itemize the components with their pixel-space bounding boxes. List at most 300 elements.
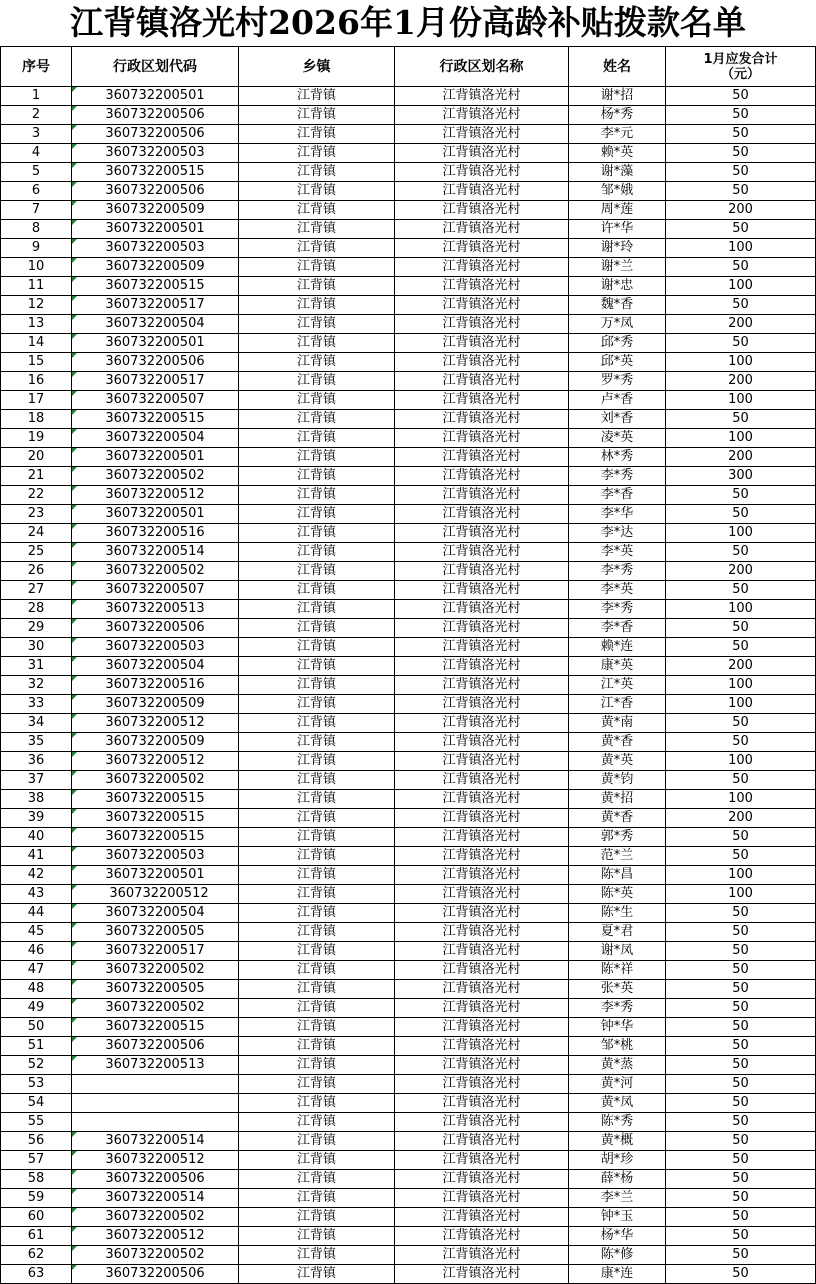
cell-amount[interactable]: 50: [666, 1056, 816, 1075]
cell-town[interactable]: 江背镇: [239, 942, 395, 961]
cell-name[interactable]: 李*秀: [569, 562, 666, 581]
cell-village[interactable]: 江背镇洛光村: [395, 144, 569, 163]
cell-village[interactable]: 江背镇洛光村: [395, 1151, 569, 1170]
cell-village[interactable]: 江背镇洛光村: [395, 885, 569, 904]
cell-amount[interactable]: 50: [666, 1094, 816, 1113]
cell-no[interactable]: 34: [1, 714, 72, 733]
cell-name[interactable]: 李*英: [569, 543, 666, 562]
cell-no[interactable]: 36: [1, 752, 72, 771]
cell-town[interactable]: 江背镇: [239, 771, 395, 790]
cell-no[interactable]: 22: [1, 486, 72, 505]
cell-no[interactable]: 24: [1, 524, 72, 543]
cell-name[interactable]: 黄*南: [569, 714, 666, 733]
cell-no[interactable]: 61: [1, 1227, 72, 1246]
cell-code[interactable]: 360732200503: [72, 144, 239, 163]
cell-code[interactable]: 360732200514: [72, 1189, 239, 1208]
cell-code[interactable]: 360732200515: [72, 277, 239, 296]
cell-town[interactable]: 江背镇: [239, 828, 395, 847]
cell-amount[interactable]: 50: [666, 980, 816, 999]
cell-village[interactable]: 江背镇洛光村: [395, 353, 569, 372]
cell-town[interactable]: 江背镇: [239, 1151, 395, 1170]
cell-no[interactable]: 23: [1, 505, 72, 524]
cell-amount[interactable]: 100: [666, 239, 816, 258]
cell-name[interactable]: 黄*概: [569, 1132, 666, 1151]
cell-name[interactable]: 凌*英: [569, 429, 666, 448]
cell-amount[interactable]: 50: [666, 1265, 816, 1284]
cell-name[interactable]: 李*香: [569, 619, 666, 638]
cell-village[interactable]: 江背镇洛光村: [395, 334, 569, 353]
cell-name[interactable]: 康*连: [569, 1265, 666, 1284]
cell-town[interactable]: 江背镇: [239, 296, 395, 315]
cell-town[interactable]: 江背镇: [239, 961, 395, 980]
cell-amount[interactable]: 200: [666, 201, 816, 220]
cell-code[interactable]: 360732200506: [72, 1037, 239, 1056]
cell-name[interactable]: 陈*昌: [569, 866, 666, 885]
cell-no[interactable]: 26: [1, 562, 72, 581]
cell-town[interactable]: 江背镇: [239, 1170, 395, 1189]
cell-name[interactable]: 黄*河: [569, 1075, 666, 1094]
cell-code[interactable]: 360732200501: [72, 448, 239, 467]
cell-name[interactable]: 谢*藻: [569, 163, 666, 182]
cell-code[interactable]: 360732200501: [72, 220, 239, 239]
cell-town[interactable]: 江背镇: [239, 353, 395, 372]
cell-village[interactable]: 江背镇洛光村: [395, 600, 569, 619]
cell-no[interactable]: 33: [1, 695, 72, 714]
cell-name[interactable]: 魏*香: [569, 296, 666, 315]
cell-no[interactable]: 5: [1, 163, 72, 182]
cell-code[interactable]: 360732200504: [72, 657, 239, 676]
cell-amount[interactable]: 50: [666, 144, 816, 163]
cell-code[interactable]: 360732200509: [72, 201, 239, 220]
cell-code[interactable]: 360732200509: [72, 695, 239, 714]
cell-town[interactable]: 江背镇: [239, 1265, 395, 1284]
cell-amount[interactable]: 100: [666, 866, 816, 885]
cell-town[interactable]: 江背镇: [239, 201, 395, 220]
cell-name[interactable]: 谢*兰: [569, 258, 666, 277]
cell-no[interactable]: 45: [1, 923, 72, 942]
cell-no[interactable]: 40: [1, 828, 72, 847]
cell-code[interactable]: 360732200502: [72, 771, 239, 790]
cell-code[interactable]: 360732200506: [72, 106, 239, 125]
cell-no[interactable]: 11: [1, 277, 72, 296]
cell-name[interactable]: 李*秀: [569, 999, 666, 1018]
cell-code[interactable]: 360732200506: [72, 125, 239, 144]
cell-no[interactable]: 59: [1, 1189, 72, 1208]
cell-amount[interactable]: 200: [666, 809, 816, 828]
cell-amount[interactable]: 50: [666, 847, 816, 866]
cell-village[interactable]: 江背镇洛光村: [395, 372, 569, 391]
cell-code[interactable]: [72, 1075, 239, 1094]
cell-amount[interactable]: 50: [666, 638, 816, 657]
cell-amount[interactable]: 50: [666, 1037, 816, 1056]
cell-amount[interactable]: 50: [666, 486, 816, 505]
cell-no[interactable]: 62: [1, 1246, 72, 1265]
cell-village[interactable]: 江背镇洛光村: [395, 277, 569, 296]
cell-amount[interactable]: 50: [666, 182, 816, 201]
cell-town[interactable]: 江背镇: [239, 790, 395, 809]
cell-code[interactable]: 360732200515: [72, 410, 239, 429]
cell-amount[interactable]: 200: [666, 372, 816, 391]
cell-code[interactable]: 360732200513: [72, 600, 239, 619]
cell-amount[interactable]: 100: [666, 391, 816, 410]
cell-amount[interactable]: 50: [666, 410, 816, 429]
cell-code[interactable]: 360732200502: [72, 999, 239, 1018]
cell-village[interactable]: 江背镇洛光村: [395, 809, 569, 828]
cell-no[interactable]: 16: [1, 372, 72, 391]
cell-village[interactable]: 江背镇洛光村: [395, 524, 569, 543]
cell-no[interactable]: 49: [1, 999, 72, 1018]
cell-town[interactable]: 江背镇: [239, 1056, 395, 1075]
cell-village[interactable]: 江背镇洛光村: [395, 1246, 569, 1265]
cell-village[interactable]: 江背镇洛光村: [395, 182, 569, 201]
cell-code[interactable]: 360732200505: [72, 980, 239, 999]
cell-amount[interactable]: 50: [666, 1113, 816, 1132]
cell-town[interactable]: 江背镇: [239, 1075, 395, 1094]
cell-village[interactable]: 江背镇洛光村: [395, 1132, 569, 1151]
cell-village[interactable]: 江背镇洛光村: [395, 220, 569, 239]
cell-no[interactable]: 14: [1, 334, 72, 353]
cell-town[interactable]: 江背镇: [239, 524, 395, 543]
cell-name[interactable]: 黄*钧: [569, 771, 666, 790]
cell-name[interactable]: 江*香: [569, 695, 666, 714]
cell-village[interactable]: 江背镇洛光村: [395, 752, 569, 771]
cell-no[interactable]: 51: [1, 1037, 72, 1056]
cell-amount[interactable]: 100: [666, 524, 816, 543]
cell-code[interactable]: 360732200501: [72, 334, 239, 353]
cell-town[interactable]: 江背镇: [239, 1018, 395, 1037]
cell-village[interactable]: 江背镇洛光村: [395, 961, 569, 980]
cell-name[interactable]: 李*秀: [569, 467, 666, 486]
cell-amount[interactable]: 50: [666, 258, 816, 277]
cell-town[interactable]: 江背镇: [239, 543, 395, 562]
cell-amount[interactable]: 100: [666, 752, 816, 771]
cell-code[interactable]: 360732200513: [72, 1056, 239, 1075]
cell-name[interactable]: 卢*香: [569, 391, 666, 410]
cell-town[interactable]: 江背镇: [239, 581, 395, 600]
cell-no[interactable]: 53: [1, 1075, 72, 1094]
cell-no[interactable]: 39: [1, 809, 72, 828]
cell-amount[interactable]: 50: [666, 87, 816, 106]
cell-village[interactable]: 江背镇洛光村: [395, 467, 569, 486]
cell-town[interactable]: 江背镇: [239, 182, 395, 201]
cell-no[interactable]: 12: [1, 296, 72, 315]
cell-village[interactable]: 江背镇洛光村: [395, 258, 569, 277]
cell-no[interactable]: 55: [1, 1113, 72, 1132]
cell-code[interactable]: 360732200506: [72, 353, 239, 372]
cell-amount[interactable]: 50: [666, 163, 816, 182]
cell-village[interactable]: 江背镇洛光村: [395, 847, 569, 866]
cell-code[interactable]: 360732200517: [72, 296, 239, 315]
cell-village[interactable]: 江背镇洛光村: [395, 163, 569, 182]
cell-no[interactable]: 43: [1, 885, 72, 904]
cell-village[interactable]: 江背镇洛光村: [395, 999, 569, 1018]
cell-no[interactable]: 18: [1, 410, 72, 429]
cell-amount[interactable]: 50: [666, 733, 816, 752]
cell-code[interactable]: 360732200501: [72, 866, 239, 885]
cell-name[interactable]: 陈*秀: [569, 1113, 666, 1132]
cell-code[interactable]: 360732200503: [72, 239, 239, 258]
cell-town[interactable]: 江背镇: [239, 391, 395, 410]
cell-no[interactable]: 31: [1, 657, 72, 676]
header-town[interactable]: 乡镇: [239, 47, 395, 87]
cell-no[interactable]: 63: [1, 1265, 72, 1284]
cell-amount[interactable]: 50: [666, 942, 816, 961]
cell-no[interactable]: 60: [1, 1208, 72, 1227]
cell-name[interactable]: 李*英: [569, 581, 666, 600]
cell-no[interactable]: 6: [1, 182, 72, 201]
cell-amount[interactable]: 50: [666, 296, 816, 315]
cell-code[interactable]: 360732200516: [72, 676, 239, 695]
cell-village[interactable]: 江背镇洛光村: [395, 106, 569, 125]
cell-code[interactable]: 360732200515: [72, 828, 239, 847]
cell-no[interactable]: 30: [1, 638, 72, 657]
cell-village[interactable]: 江背镇洛光村: [395, 1075, 569, 1094]
cell-name[interactable]: 李*达: [569, 524, 666, 543]
cell-town[interactable]: 江背镇: [239, 752, 395, 771]
cell-amount[interactable]: 100: [666, 790, 816, 809]
cell-village[interactable]: 江背镇洛光村: [395, 657, 569, 676]
cell-amount[interactable]: 50: [666, 1189, 816, 1208]
cell-no[interactable]: 50: [1, 1018, 72, 1037]
cell-name[interactable]: 杨*秀: [569, 106, 666, 125]
cell-name[interactable]: 黄*招: [569, 790, 666, 809]
cell-village[interactable]: 江背镇洛光村: [395, 1265, 569, 1284]
header-amount[interactable]: [666, 47, 816, 87]
cell-code[interactable]: 360732200515: [72, 790, 239, 809]
cell-no[interactable]: 3: [1, 125, 72, 144]
cell-town[interactable]: 江背镇: [239, 1189, 395, 1208]
cell-amount[interactable]: 50: [666, 1075, 816, 1094]
cell-no[interactable]: 2: [1, 106, 72, 125]
cell-code[interactable]: 360732200503: [72, 638, 239, 657]
cell-village[interactable]: 江背镇洛光村: [395, 581, 569, 600]
cell-town[interactable]: 江背镇: [239, 429, 395, 448]
cell-name[interactable]: 周*莲: [569, 201, 666, 220]
cell-name[interactable]: 黄*凤: [569, 1094, 666, 1113]
cell-name[interactable]: 钟*华: [569, 1018, 666, 1037]
cell-no[interactable]: 41: [1, 847, 72, 866]
cell-village[interactable]: 江背镇洛光村: [395, 562, 569, 581]
cell-amount[interactable]: 50: [666, 1170, 816, 1189]
cell-town[interactable]: 江背镇: [239, 1037, 395, 1056]
cell-name[interactable]: 李*元: [569, 125, 666, 144]
cell-town[interactable]: 江背镇: [239, 144, 395, 163]
cell-village[interactable]: 江背镇洛光村: [395, 315, 569, 334]
cell-amount[interactable]: 50: [666, 771, 816, 790]
cell-amount[interactable]: 50: [666, 619, 816, 638]
cell-amount[interactable]: 50: [666, 125, 816, 144]
cell-name[interactable]: 夏*君: [569, 923, 666, 942]
cell-town[interactable]: 江背镇: [239, 619, 395, 638]
cell-amount[interactable]: 100: [666, 676, 816, 695]
cell-town[interactable]: 江背镇: [239, 220, 395, 239]
cell-town[interactable]: 江背镇: [239, 486, 395, 505]
cell-town[interactable]: 江背镇: [239, 676, 395, 695]
cell-no[interactable]: 32: [1, 676, 72, 695]
cell-town[interactable]: 江背镇: [239, 467, 395, 486]
cell-name[interactable]: 许*华: [569, 220, 666, 239]
cell-village[interactable]: 江背镇洛光村: [395, 1189, 569, 1208]
cell-village[interactable]: 江背镇洛光村: [395, 1113, 569, 1132]
cell-amount[interactable]: 50: [666, 543, 816, 562]
cell-village[interactable]: 江背镇洛光村: [395, 505, 569, 524]
cell-village[interactable]: 江背镇洛光村: [395, 1227, 569, 1246]
cell-town[interactable]: 江背镇: [239, 448, 395, 467]
cell-amount[interactable]: 50: [666, 828, 816, 847]
cell-name[interactable]: 杨*华: [569, 1227, 666, 1246]
cell-amount[interactable]: 50: [666, 999, 816, 1018]
cell-amount[interactable]: 50: [666, 714, 816, 733]
cell-no[interactable]: 1: [1, 87, 72, 106]
cell-amount[interactable]: 50: [666, 220, 816, 239]
cell-town[interactable]: 江背镇: [239, 562, 395, 581]
cell-amount[interactable]: 100: [666, 695, 816, 714]
cell-village[interactable]: 江背镇洛光村: [395, 391, 569, 410]
cell-name[interactable]: 胡*珍: [569, 1151, 666, 1170]
cell-code[interactable]: 360732200512: [72, 752, 239, 771]
cell-code[interactable]: 360732200507: [72, 391, 239, 410]
cell-code[interactable]: 360732200502: [72, 1246, 239, 1265]
cell-name[interactable]: 范*兰: [569, 847, 666, 866]
cell-amount[interactable]: 100: [666, 600, 816, 619]
cell-no[interactable]: 10: [1, 258, 72, 277]
cell-code[interactable]: 360732200502: [72, 961, 239, 980]
cell-name[interactable]: 万*凤: [569, 315, 666, 334]
cell-village[interactable]: 江背镇洛光村: [395, 1018, 569, 1037]
cell-no[interactable]: 57: [1, 1151, 72, 1170]
cell-no[interactable]: 47: [1, 961, 72, 980]
cell-town[interactable]: 江背镇: [239, 657, 395, 676]
cell-village[interactable]: 江背镇洛光村: [395, 733, 569, 752]
cell-town[interactable]: 江背镇: [239, 904, 395, 923]
cell-village[interactable]: 江背镇洛光村: [395, 429, 569, 448]
cell-code[interactable]: 360732200506: [72, 1265, 239, 1284]
cell-no[interactable]: 15: [1, 353, 72, 372]
cell-name[interactable]: 邱*秀: [569, 334, 666, 353]
cell-village[interactable]: 江背镇洛光村: [395, 410, 569, 429]
cell-town[interactable]: 江背镇: [239, 1227, 395, 1246]
cell-town[interactable]: 江背镇: [239, 258, 395, 277]
cell-name[interactable]: 陈*生: [569, 904, 666, 923]
cell-code[interactable]: 360732200512: [72, 486, 239, 505]
cell-no[interactable]: 46: [1, 942, 72, 961]
cell-village[interactable]: 江背镇洛光村: [395, 87, 569, 106]
cell-town[interactable]: 江背镇: [239, 1094, 395, 1113]
cell-amount[interactable]: 200: [666, 448, 816, 467]
cell-name[interactable]: 谢*玲: [569, 239, 666, 258]
cell-code[interactable]: 360732200503: [72, 847, 239, 866]
cell-town[interactable]: 江背镇: [239, 1132, 395, 1151]
cell-no[interactable]: 20: [1, 448, 72, 467]
cell-village[interactable]: 江背镇洛光村: [395, 296, 569, 315]
cell-village[interactable]: 江背镇洛光村: [395, 695, 569, 714]
cell-no[interactable]: 9: [1, 239, 72, 258]
cell-no[interactable]: 56: [1, 1132, 72, 1151]
cell-name[interactable]: 邱*英: [569, 353, 666, 372]
cell-no[interactable]: 52: [1, 1056, 72, 1075]
cell-town[interactable]: 江背镇: [239, 1246, 395, 1265]
cell-village[interactable]: 江背镇洛光村: [395, 828, 569, 847]
cell-village[interactable]: 江背镇洛光村: [395, 619, 569, 638]
cell-town[interactable]: 江背镇: [239, 372, 395, 391]
cell-code[interactable]: 360732200514: [72, 543, 239, 562]
cell-code[interactable]: 360732200517: [72, 942, 239, 961]
cell-no[interactable]: 27: [1, 581, 72, 600]
cell-amount[interactable]: 100: [666, 885, 816, 904]
cell-code[interactable]: 360732200506: [72, 1170, 239, 1189]
cell-town[interactable]: 江背镇: [239, 999, 395, 1018]
cell-village[interactable]: 江背镇洛光村: [395, 543, 569, 562]
cell-code[interactable]: 360732200506: [72, 182, 239, 201]
cell-village[interactable]: 江背镇洛光村: [395, 1094, 569, 1113]
cell-name[interactable]: 陈*英: [569, 885, 666, 904]
cell-amount[interactable]: 50: [666, 961, 816, 980]
cell-name[interactable]: 黄*香: [569, 733, 666, 752]
cell-amount[interactable]: 50: [666, 923, 816, 942]
cell-amount[interactable]: 50: [666, 1227, 816, 1246]
cell-code[interactable]: 360732200504: [72, 429, 239, 448]
cell-town[interactable]: 江背镇: [239, 638, 395, 657]
header-village[interactable]: 行政区划名称: [395, 47, 569, 87]
cell-no[interactable]: 35: [1, 733, 72, 752]
cell-town[interactable]: 江背镇: [239, 714, 395, 733]
cell-town[interactable]: 江背镇: [239, 809, 395, 828]
cell-name[interactable]: 赖*英: [569, 144, 666, 163]
cell-code[interactable]: 360732200502: [72, 1208, 239, 1227]
cell-code[interactable]: 360732200512: [72, 714, 239, 733]
cell-amount[interactable]: 50: [666, 334, 816, 353]
cell-amount[interactable]: 200: [666, 562, 816, 581]
cell-code[interactable]: 360732200512: [72, 1151, 239, 1170]
cell-village[interactable]: 江背镇洛光村: [395, 1037, 569, 1056]
cell-no[interactable]: 44: [1, 904, 72, 923]
cell-code[interactable]: [72, 1113, 239, 1132]
cell-code[interactable]: 360732200516: [72, 524, 239, 543]
cell-no[interactable]: 25: [1, 543, 72, 562]
cell-village[interactable]: 江背镇洛光村: [395, 980, 569, 999]
cell-code[interactable]: 360732200502: [72, 562, 239, 581]
cell-town[interactable]: 江背镇: [239, 315, 395, 334]
cell-town[interactable]: 江背镇: [239, 106, 395, 125]
cell-code[interactable]: 360732200509: [72, 733, 239, 752]
cell-amount[interactable]: 50: [666, 1151, 816, 1170]
cell-no[interactable]: 48: [1, 980, 72, 999]
cell-village[interactable]: 江背镇洛光村: [395, 1208, 569, 1227]
cell-amount[interactable]: 50: [666, 1132, 816, 1151]
cell-name[interactable]: 谢*招: [569, 87, 666, 106]
cell-amount[interactable]: 50: [666, 904, 816, 923]
cell-village[interactable]: 江背镇洛光村: [395, 239, 569, 258]
header-name[interactable]: 姓名: [569, 47, 666, 87]
cell-no[interactable]: 29: [1, 619, 72, 638]
cell-village[interactable]: 江背镇洛光村: [395, 866, 569, 885]
cell-town[interactable]: 江背镇: [239, 87, 395, 106]
cell-name[interactable]: 黄*英: [569, 752, 666, 771]
cell-village[interactable]: 江背镇洛光村: [395, 771, 569, 790]
cell-town[interactable]: 江背镇: [239, 410, 395, 429]
cell-amount[interactable]: 300: [666, 467, 816, 486]
cell-name[interactable]: 黄*香: [569, 809, 666, 828]
cell-name[interactable]: 谢*凤: [569, 942, 666, 961]
cell-town[interactable]: 江背镇: [239, 980, 395, 999]
cell-name[interactable]: 林*秀: [569, 448, 666, 467]
cell-village[interactable]: 江背镇洛光村: [395, 125, 569, 144]
cell-town[interactable]: 江背镇: [239, 1208, 395, 1227]
cell-no[interactable]: 54: [1, 1094, 72, 1113]
cell-name[interactable]: 邹*娥: [569, 182, 666, 201]
cell-village[interactable]: 江背镇洛光村: [395, 201, 569, 220]
cell-village[interactable]: 江背镇洛光村: [395, 1056, 569, 1075]
